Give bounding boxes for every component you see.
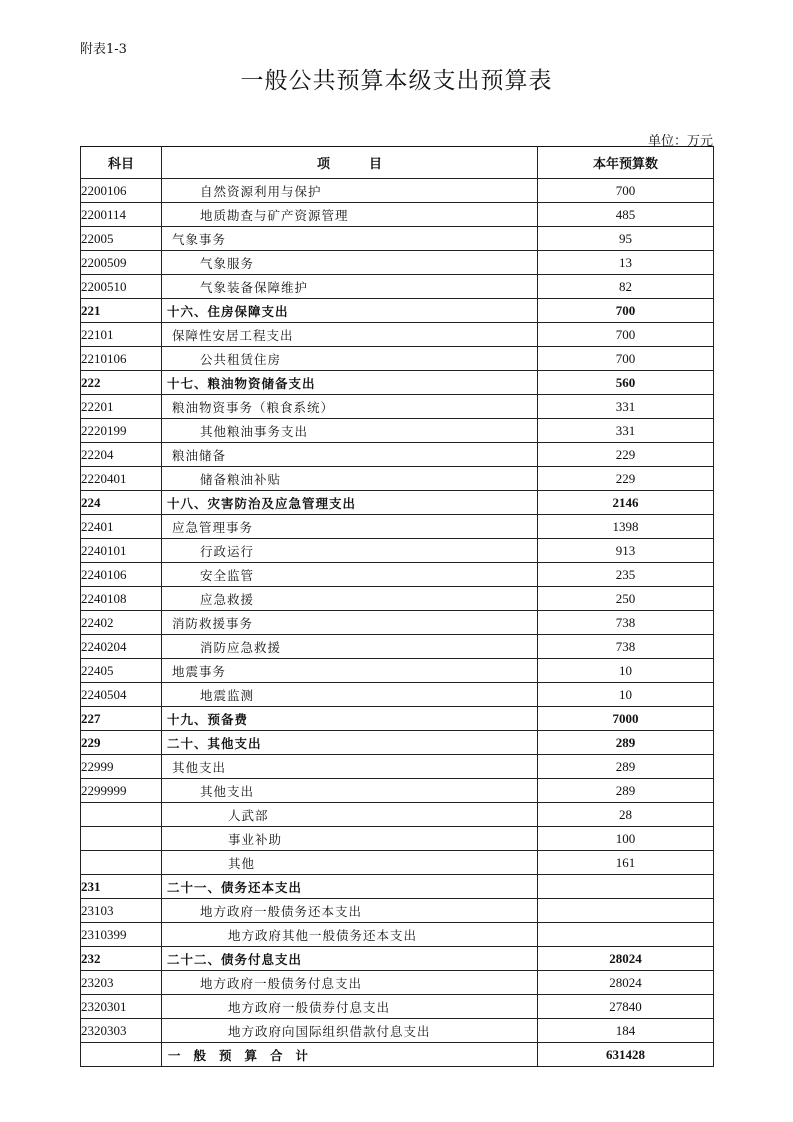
table-row xyxy=(81,923,714,947)
table-row xyxy=(81,659,714,683)
row-amount: 161 xyxy=(538,851,714,875)
row-code: 231 xyxy=(81,875,162,899)
row-name: 消防救援事务 xyxy=(162,611,538,635)
row-code: 2310399 xyxy=(81,923,162,947)
table-row xyxy=(81,803,714,827)
row-code: 2320301 xyxy=(81,995,162,1019)
row-amount: 27840 xyxy=(538,995,714,1019)
table-row xyxy=(81,851,714,875)
row-amount: 229 xyxy=(538,467,714,491)
row-amount: 250 xyxy=(538,587,714,611)
row-amount: 184 xyxy=(538,1019,714,1043)
row-name: 自然资源利用与保护 xyxy=(162,179,538,203)
row-name: 粮油物资事务（粮食系统） xyxy=(162,395,538,419)
row-code: 2200510 xyxy=(81,275,162,299)
table-row xyxy=(81,371,714,395)
row-name: 二十一、债务还本支出 xyxy=(162,875,538,899)
row-name: 公共租赁住房 xyxy=(162,347,538,371)
row-code: 232 xyxy=(81,947,162,971)
table-row xyxy=(81,251,714,275)
table-header-row xyxy=(81,147,714,179)
row-name: 气象事务 xyxy=(162,227,538,251)
row-code: 222 xyxy=(81,371,162,395)
table-row xyxy=(81,971,714,995)
row-code xyxy=(81,803,162,827)
table-row xyxy=(81,299,714,323)
row-amount: 331 xyxy=(538,419,714,443)
table-row xyxy=(81,875,714,899)
table-row xyxy=(81,443,714,467)
row-amount: 913 xyxy=(538,539,714,563)
row-amount: 289 xyxy=(538,755,714,779)
row-code: 23103 xyxy=(81,899,162,923)
row-name: 其他支出 xyxy=(162,755,538,779)
row-code: 229 xyxy=(81,731,162,755)
row-amount: 28 xyxy=(538,803,714,827)
row-name: 其他支出 xyxy=(162,779,538,803)
row-amount: 7000 xyxy=(538,707,714,731)
row-amount: 95 xyxy=(538,227,714,251)
row-name: 消防应急救援 xyxy=(162,635,538,659)
table-row xyxy=(81,683,714,707)
row-amount: 700 xyxy=(538,323,714,347)
row-name: 地方政府一般债务还本支出 xyxy=(162,899,538,923)
table-row xyxy=(81,731,714,755)
table-row xyxy=(81,275,714,299)
row-code: 23203 xyxy=(81,971,162,995)
budget-table xyxy=(80,146,714,1067)
row-code: 2220401 xyxy=(81,467,162,491)
header-amount: 本年预算数 xyxy=(538,147,714,179)
table-row xyxy=(81,611,714,635)
row-name: 气象装备保障维护 xyxy=(162,275,538,299)
row-name: 气象服务 xyxy=(162,251,538,275)
table-row xyxy=(81,1019,714,1043)
table-row xyxy=(81,587,714,611)
row-amount: 1398 xyxy=(538,515,714,539)
table-row xyxy=(81,563,714,587)
row-name: 地方政府一般债券付息支出 xyxy=(162,995,538,1019)
table-row xyxy=(81,467,714,491)
row-code: 2240204 xyxy=(81,635,162,659)
row-name: 二十二、债务付息支出 xyxy=(162,947,538,971)
table-row xyxy=(81,827,714,851)
row-amount: 738 xyxy=(538,611,714,635)
table-row xyxy=(81,779,714,803)
row-amount: 100 xyxy=(538,827,714,851)
table-row xyxy=(81,995,714,1019)
row-amount: 700 xyxy=(538,347,714,371)
row-amount xyxy=(538,923,714,947)
table-body xyxy=(81,179,714,1043)
row-name: 地方政府其他一般债务还本支出 xyxy=(162,923,538,947)
row-code xyxy=(81,851,162,875)
row-name: 其他 xyxy=(162,851,538,875)
row-name: 十九、预备费 xyxy=(162,707,538,731)
row-amount: 28024 xyxy=(538,947,714,971)
row-code: 2200106 xyxy=(81,179,162,203)
row-amount: 738 xyxy=(538,635,714,659)
row-amount: 10 xyxy=(538,683,714,707)
row-amount: 2146 xyxy=(538,491,714,515)
total-code xyxy=(81,1043,162,1067)
row-name: 保障性安居工程支出 xyxy=(162,323,538,347)
table-row xyxy=(81,491,714,515)
row-code: 22204 xyxy=(81,443,162,467)
row-amount: 289 xyxy=(538,779,714,803)
row-amount: 289 xyxy=(538,731,714,755)
row-code: 2299999 xyxy=(81,779,162,803)
table-row xyxy=(81,347,714,371)
row-code: 2210106 xyxy=(81,347,162,371)
row-amount: 82 xyxy=(538,275,714,299)
row-amount: 331 xyxy=(538,395,714,419)
total-label: 一般预算合计 xyxy=(162,1043,538,1067)
table-row xyxy=(81,755,714,779)
row-code: 224 xyxy=(81,491,162,515)
row-name: 行政运行 xyxy=(162,539,538,563)
table-row xyxy=(81,203,714,227)
row-code: 221 xyxy=(81,299,162,323)
row-amount: 13 xyxy=(538,251,714,275)
row-code: 2200509 xyxy=(81,251,162,275)
row-code: 22101 xyxy=(81,323,162,347)
row-name: 地震监测 xyxy=(162,683,538,707)
table-row xyxy=(81,539,714,563)
row-code: 22402 xyxy=(81,611,162,635)
row-amount: 700 xyxy=(538,179,714,203)
row-code: 2320303 xyxy=(81,1019,162,1043)
row-name: 十六、住房保障支出 xyxy=(162,299,538,323)
row-name: 其他粮油事务支出 xyxy=(162,419,538,443)
row-name: 地方政府一般债务付息支出 xyxy=(162,971,538,995)
row-name: 粮油储备 xyxy=(162,443,538,467)
row-code: 22005 xyxy=(81,227,162,251)
row-amount: 28024 xyxy=(538,971,714,995)
row-amount: 235 xyxy=(538,563,714,587)
table-row xyxy=(81,323,714,347)
header-name: 项 目 xyxy=(162,147,538,179)
table-row xyxy=(81,395,714,419)
table-row xyxy=(81,635,714,659)
page-title: 一般公共预算本级支出预算表 xyxy=(240,68,553,94)
row-amount: 560 xyxy=(538,371,714,395)
header-code: 科目 xyxy=(81,147,162,179)
annex-label: 附表1-3 xyxy=(80,42,127,57)
total-row xyxy=(81,1043,714,1067)
table-row xyxy=(81,179,714,203)
row-amount: 700 xyxy=(538,299,714,323)
row-name: 十八、灾害防治及应急管理支出 xyxy=(162,491,538,515)
row-amount xyxy=(538,875,714,899)
row-name: 地方政府向国际组织借款付息支出 xyxy=(162,1019,538,1043)
table-row xyxy=(81,947,714,971)
row-code: 2240108 xyxy=(81,587,162,611)
row-code: 2240101 xyxy=(81,539,162,563)
table-row xyxy=(81,899,714,923)
row-code: 2220199 xyxy=(81,419,162,443)
row-name: 十七、粮油物资储备支出 xyxy=(162,371,538,395)
table-row xyxy=(81,707,714,731)
row-code: 2240106 xyxy=(81,563,162,587)
row-name: 人武部 xyxy=(162,803,538,827)
row-code: 22401 xyxy=(81,515,162,539)
row-name: 事业补助 xyxy=(162,827,538,851)
row-code: 2200114 xyxy=(81,203,162,227)
row-name: 地质勘查与矿产资源管理 xyxy=(162,203,538,227)
table-row xyxy=(81,515,714,539)
row-amount xyxy=(538,899,714,923)
row-name: 应急管理事务 xyxy=(162,515,538,539)
row-amount: 485 xyxy=(538,203,714,227)
row-name: 二十、其他支出 xyxy=(162,731,538,755)
row-code: 22405 xyxy=(81,659,162,683)
total-amount: 631428 xyxy=(538,1043,714,1067)
row-code: 227 xyxy=(81,707,162,731)
row-code xyxy=(81,827,162,851)
table-row xyxy=(81,419,714,443)
row-amount: 229 xyxy=(538,443,714,467)
row-name: 应急救援 xyxy=(162,587,538,611)
row-code: 2240504 xyxy=(81,683,162,707)
unit-label: 单位：万元 xyxy=(647,134,713,149)
row-amount: 10 xyxy=(538,659,714,683)
row-name: 储备粮油补贴 xyxy=(162,467,538,491)
row-code: 22999 xyxy=(81,755,162,779)
row-name: 地震事务 xyxy=(162,659,538,683)
row-name: 安全监管 xyxy=(162,563,538,587)
row-code: 22201 xyxy=(81,395,162,419)
table-row xyxy=(81,227,714,251)
